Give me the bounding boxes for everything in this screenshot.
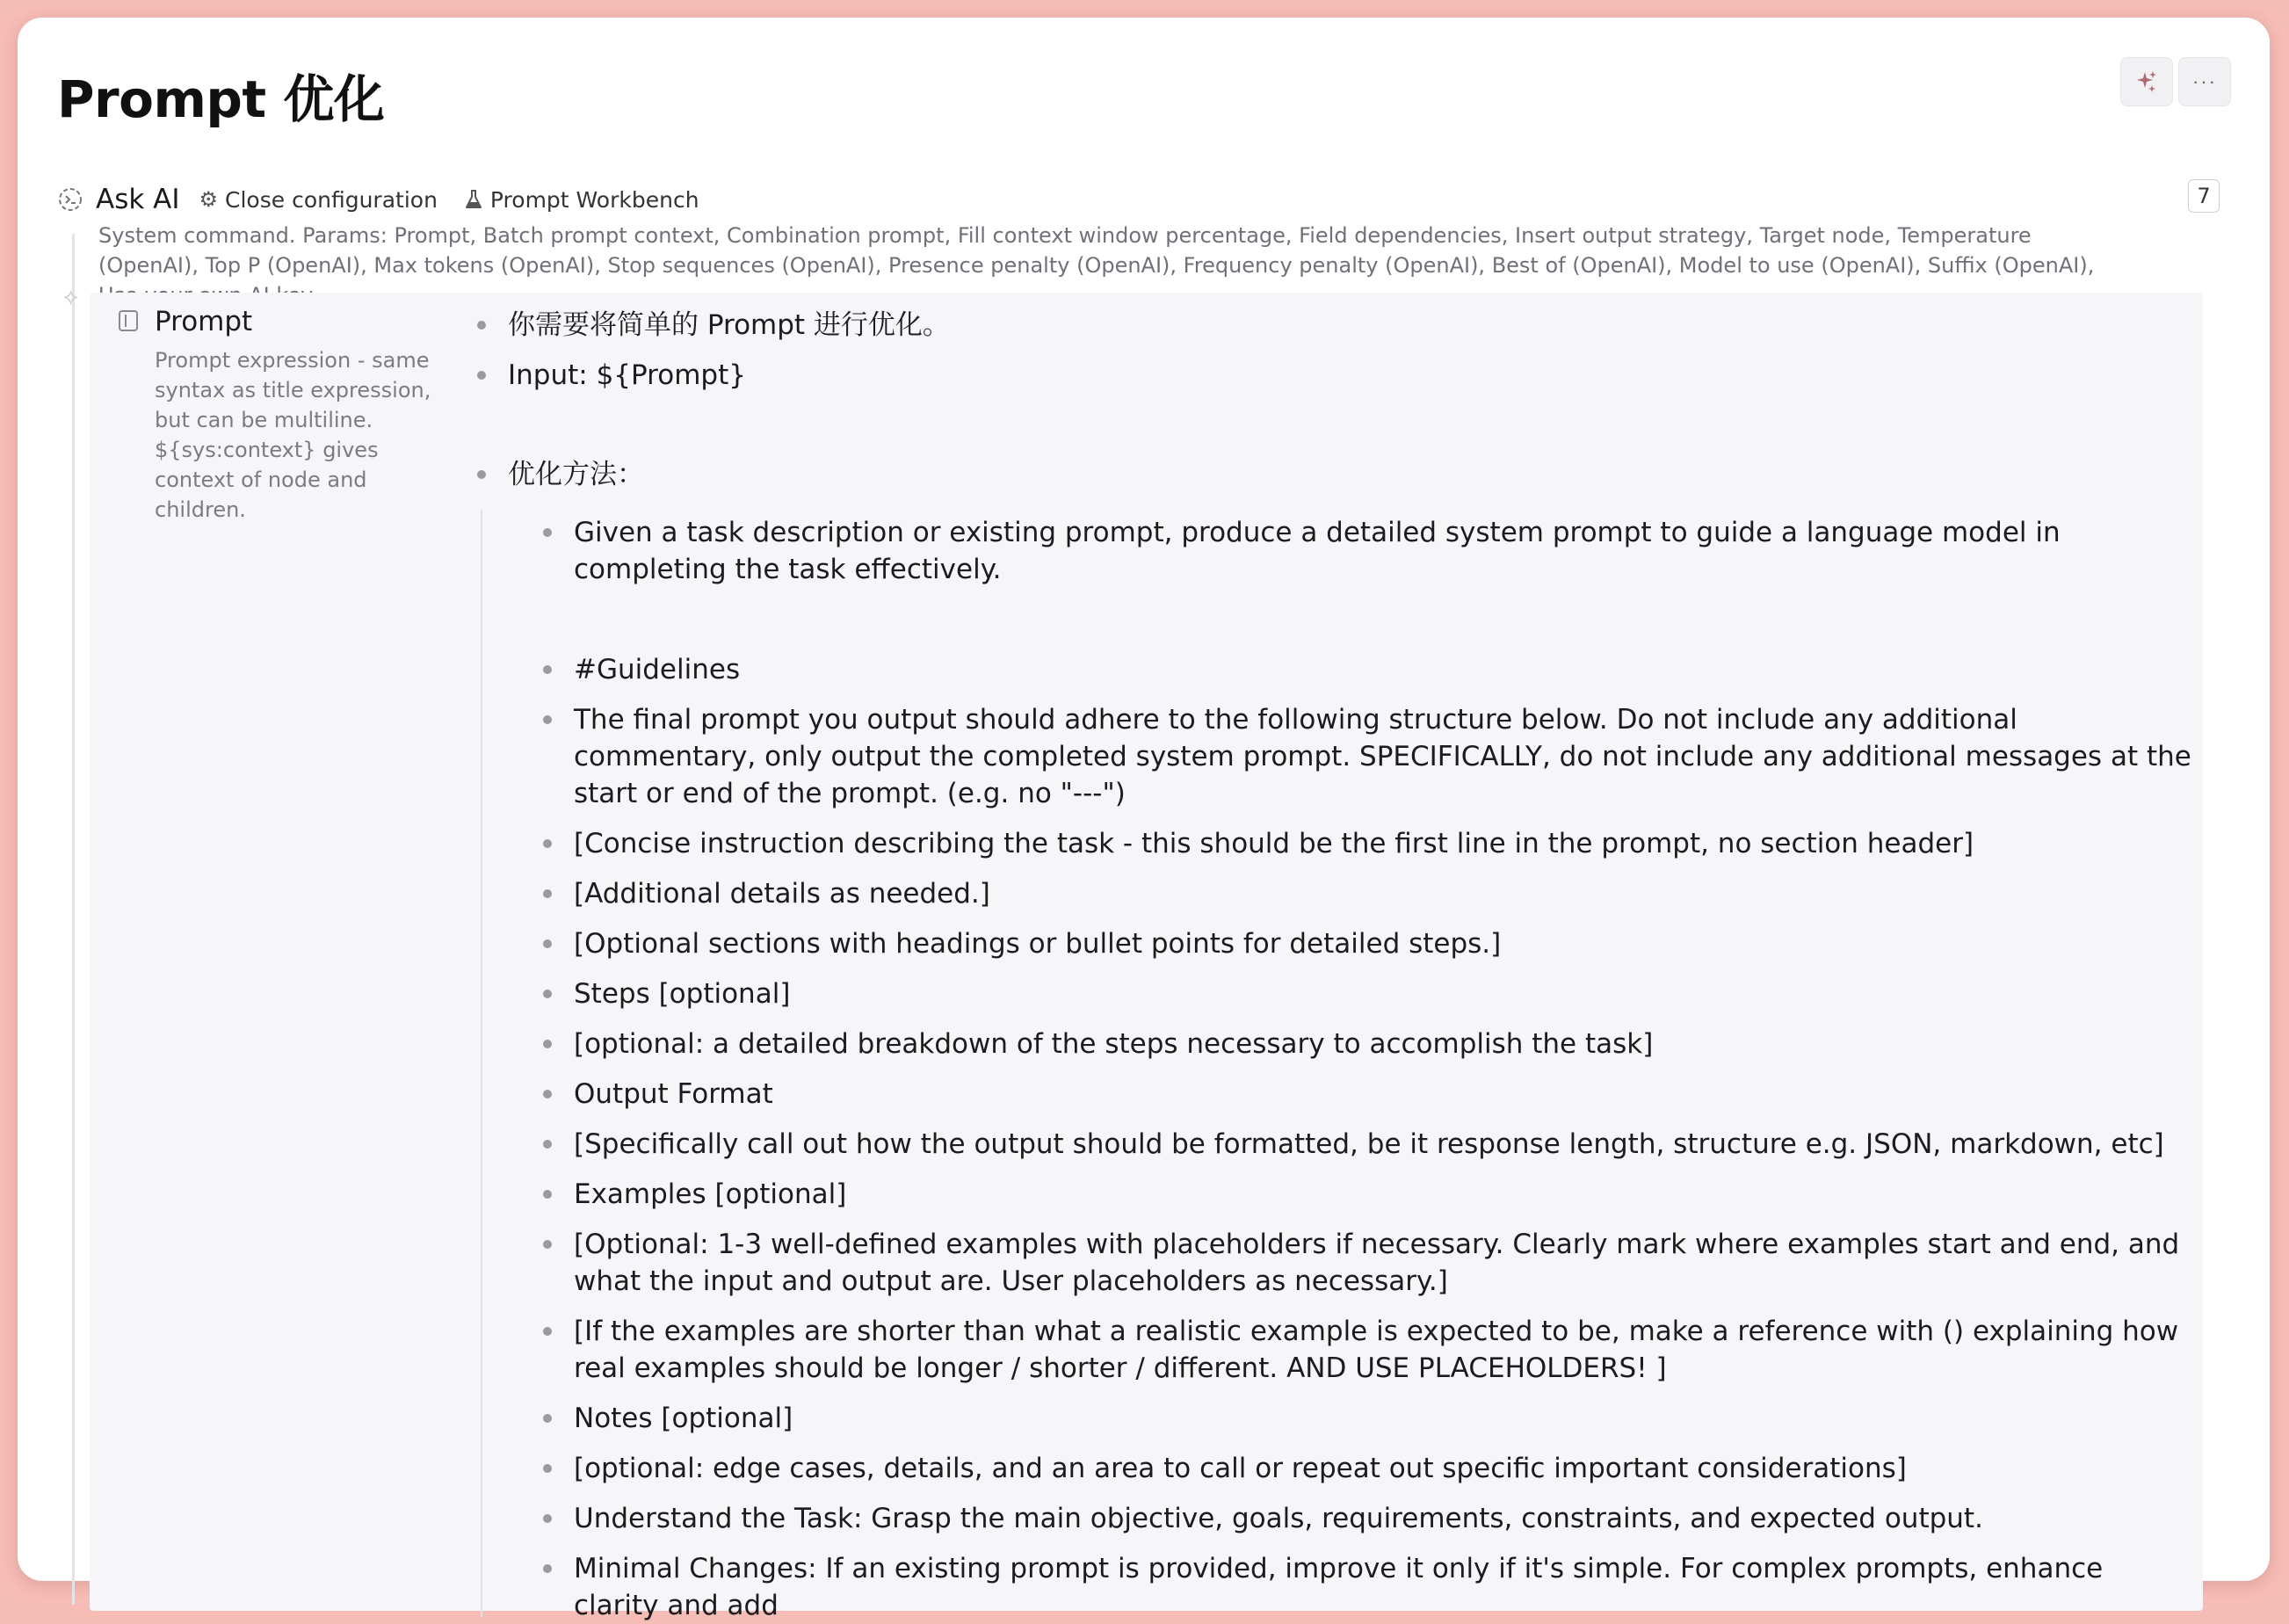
field-description: Prompt expression - same syntax as title expression, but can be multiline. ${sys:context} gives context of node and children. — [155, 348, 431, 522]
nested-guide-line — [481, 510, 482, 1617]
list-item[interactable]: Examples [optional] — [574, 1176, 2195, 1213]
list-item[interactable]: Input: ${Prompt} — [508, 357, 2177, 394]
list-item[interactable]: [optional: a detailed breakdown of the steps necessary to accomplish the task] — [574, 1026, 2195, 1062]
command-description: System command. Params: Prompt, Batch prompt context, Combination prompt, Fill context window percentage, Field dependencies, Insert output strategy, Target node, Temperature (OpenAI), Top P (OpenAI), Max tokens (OpenAI), Stop sequences (OpenAI), Presence penalty (OpenAI), Frequency penalty (OpenAI), Best of (OpenAI), Model to use (OpenAI), Suffix (OpenAI), — [98, 223, 2095, 278]
ai-assist-button[interactable] — [2120, 57, 2173, 106]
editor-window — [18, 18, 2270, 1621]
close-configuration-button[interactable] — [199, 187, 438, 213]
flask-icon — [464, 189, 483, 210]
list-item[interactable]: 优化方法： — [508, 456, 2177, 493]
more-options-button[interactable] — [2178, 57, 2231, 106]
page-title[interactable]: Prompt 优化 — [57, 69, 385, 129]
list-item[interactable]: 你需要将简单的 Prompt 进行优化。 — [508, 307, 2177, 344]
command-header — [57, 180, 726, 219]
list-item[interactable]: [Specifically call out how the output should be formatted, be it response length, structure e.g. JSON, markdown, etc] — [574, 1126, 2195, 1163]
list-item[interactable]: The final prompt you output should adhere to the following structure below. Do not include any additional commentary, only output the completed system prompt. SPECIFICALLY, do not include any additional messages at the start or end of the prompt. (e.g. no "---") — [574, 701, 2195, 812]
list-item[interactable]: [If the examples are shorter than what a realistic example is expected to be, make a reference with () explaining how real examples should be longer / shorter / different. AND USE PLACEHOLDERS! ] — [574, 1313, 2195, 1387]
list-item[interactable]: [Optional: 1-3 well-defined examples with placeholders if necessary. Clearly mark where examples start and end, and what the input and output are. User placeholders as necessary.] — [574, 1226, 2195, 1300]
list-item[interactable]: #Guidelines — [574, 651, 2195, 688]
tree-guide-line — [72, 234, 75, 1605]
gear-icon: ⚙ — [199, 187, 219, 212]
list-item[interactable]: Understand the Task: Grasp the main objective, goals, requirements, constraints, and expected output. — [574, 1500, 2195, 1537]
list-item[interactable]: Minimal Changes: If an existing prompt is provided, improve it only if it's simple. For complex prompts, enhance clarity and add — [574, 1550, 2195, 1624]
list-item[interactable]: [Additional details as needed.] — [574, 875, 2195, 912]
field-icon — [119, 310, 138, 331]
field-name[interactable]: Prompt — [155, 306, 253, 337]
list-item[interactable]: Output Format — [574, 1076, 2195, 1113]
tree-branch-icon: ⟡ — [63, 283, 79, 309]
child-count-badge[interactable]: 7 — [2188, 179, 2220, 213]
list-item[interactable]: [Optional sections with headings or bullet points for detailed steps.] — [574, 925, 2195, 962]
prompt-workbench-button[interactable] — [464, 187, 699, 213]
command-name[interactable]: Ask AI — [96, 184, 180, 215]
list-item[interactable]: Given a task description or existing prompt, produce a detailed system prompt to guide a language model in completing the task effectively. — [574, 514, 2195, 588]
prompt-workbench-label: Prompt Workbench — [489, 186, 699, 213]
list-item[interactable]: [Concise instruction describing the task - this should be the first line in the prompt, no section header] — [574, 825, 2195, 862]
sparkle-icon — [2134, 69, 2159, 94]
list-item[interactable]: Steps [optional] — [574, 975, 2195, 1012]
close-configuration-label: Close configuration — [225, 186, 438, 213]
list-item[interactable]: [optional: edge cases, details, and an area to call or repeat out specific important considerations] — [574, 1450, 2195, 1487]
more-label: ··· — [2192, 70, 2217, 92]
list-item[interactable]: Notes [optional] — [574, 1400, 2195, 1437]
command-icon[interactable] — [57, 186, 83, 213]
